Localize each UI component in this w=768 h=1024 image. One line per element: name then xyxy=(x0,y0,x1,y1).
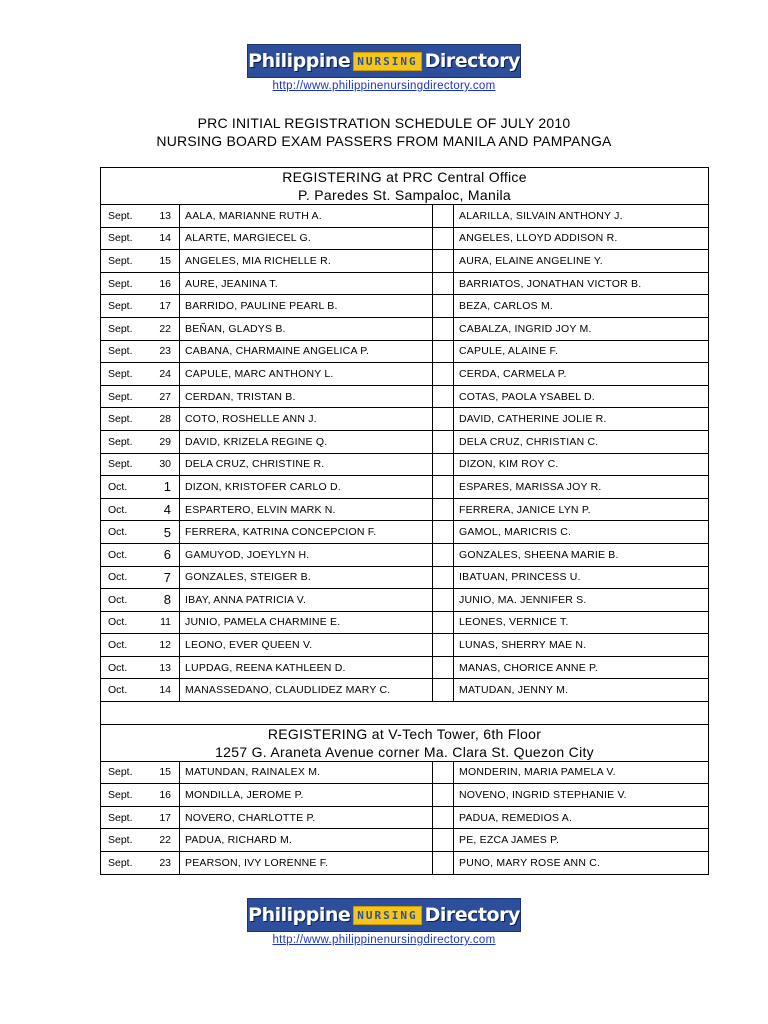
name-second-column: AURA, ELAINE ANGELINE Y. xyxy=(454,250,709,273)
date-day: 16 xyxy=(151,272,180,295)
column-spacer xyxy=(433,611,454,634)
header-logo-block xyxy=(0,44,768,92)
name-first-column: IBAY, ANNA PATRICIA V. xyxy=(180,589,433,612)
date-day: 16 xyxy=(151,784,180,807)
table-row xyxy=(101,852,709,875)
date-day: 13 xyxy=(151,656,180,679)
column-spacer xyxy=(433,784,454,807)
column-spacer xyxy=(433,476,454,499)
name-first-column: MONDILLA, JEROME P. xyxy=(180,784,433,807)
date-month: Sept. xyxy=(101,205,151,228)
name-second-column: PE, EZCA JAMES P. xyxy=(454,829,709,852)
name-second-column: IBATUAN, PRINCESS U. xyxy=(454,566,709,589)
table-row xyxy=(101,363,709,386)
date-month: Sept. xyxy=(101,453,151,476)
table-row xyxy=(101,589,709,612)
column-spacer xyxy=(433,272,454,295)
name-first-column: BEÑAN, GLADYS B. xyxy=(180,317,433,340)
column-spacer xyxy=(433,250,454,273)
name-first-column: BARRIDO, PAULINE PEARL B. xyxy=(180,295,433,318)
document-subtitle: NURSING BOARD EXAM PASSERS FROM MANILA AND PAMPANGA xyxy=(156,133,612,149)
name-second-column: BEZA, CARLOS M. xyxy=(454,295,709,318)
table-row xyxy=(101,679,709,702)
column-spacer xyxy=(433,363,454,386)
site-logo-footer[interactable] xyxy=(247,898,521,932)
name-second-column: DIZON, KIM ROY C. xyxy=(454,453,709,476)
name-second-column: COTAS, PAOLA YSABEL D. xyxy=(454,385,709,408)
date-day: 5 xyxy=(151,521,180,544)
table-row xyxy=(101,408,709,431)
site-url-link[interactable]: http://www.philippinenursingdirectory.com xyxy=(272,80,496,92)
date-day: 12 xyxy=(151,634,180,657)
name-second-column: ALARILLA, SILVAIN ANTHONY J. xyxy=(454,205,709,228)
date-month: Oct. xyxy=(101,611,151,634)
date-day: 6 xyxy=(151,543,180,566)
spacer-cell xyxy=(101,702,709,725)
table-row xyxy=(101,295,709,318)
table-row xyxy=(101,205,709,228)
date-day: 7 xyxy=(151,566,180,589)
name-second-column: NOVENO, INGRID STEPHANIE V. xyxy=(454,784,709,807)
column-spacer xyxy=(433,430,454,453)
table-row xyxy=(101,521,709,544)
footer-logo-block xyxy=(0,898,768,946)
section-header xyxy=(101,724,709,761)
date-month: Sept. xyxy=(101,272,151,295)
column-spacer xyxy=(433,656,454,679)
column-spacer xyxy=(433,543,454,566)
section-location-name: REGISTERING at PRC Central Office xyxy=(282,169,527,185)
name-second-column: MANAS, CHORICE ANNE P. xyxy=(454,656,709,679)
date-day: 29 xyxy=(151,430,180,453)
date-day: 15 xyxy=(151,250,180,273)
name-second-column: DAVID, CATHERINE JOLIE R. xyxy=(454,408,709,431)
name-first-column: CABANA, CHARMAINE ANGELICA P. xyxy=(180,340,433,363)
name-first-column: PEARSON, IVY LORENNE F. xyxy=(180,852,433,875)
table-row xyxy=(101,784,709,807)
date-day: 22 xyxy=(151,829,180,852)
table-row xyxy=(101,476,709,499)
column-spacer xyxy=(433,589,454,612)
name-second-column: LEONES, VERNICE T. xyxy=(454,611,709,634)
name-first-column: PADUA, RICHARD M. xyxy=(180,829,433,852)
name-second-column: PUNO, MARY ROSE ANN C. xyxy=(454,852,709,875)
name-second-column: FERRERA, JANICE LYN P. xyxy=(454,498,709,521)
date-day: 15 xyxy=(151,761,180,784)
date-day: 17 xyxy=(151,806,180,829)
table-row xyxy=(101,385,709,408)
name-second-column: ANGELES, LLOYD ADDISON R. xyxy=(454,227,709,250)
date-month: Sept. xyxy=(101,250,151,273)
name-first-column: GONZALES, STEIGER B. xyxy=(180,566,433,589)
column-spacer xyxy=(433,761,454,784)
logo-word-nursing: NURSING xyxy=(353,52,421,71)
logo-word-philippine: Philippine xyxy=(248,50,351,72)
table-row xyxy=(101,829,709,852)
date-month: Sept. xyxy=(101,852,151,875)
date-month: Oct. xyxy=(101,679,151,702)
date-day: 22 xyxy=(151,317,180,340)
date-day: 23 xyxy=(151,340,180,363)
date-month: Sept. xyxy=(101,761,151,784)
date-day: 24 xyxy=(151,363,180,386)
section-location-name: REGISTERING at V-Tech Tower, 6th Floor xyxy=(267,725,542,742)
date-day: 17 xyxy=(151,295,180,318)
date-day: 23 xyxy=(151,852,180,875)
spacer-row xyxy=(101,702,709,725)
name-first-column: DIZON, KRISTOFER CARLO D. xyxy=(180,476,433,499)
column-spacer xyxy=(433,317,454,340)
column-spacer xyxy=(433,205,454,228)
column-spacer xyxy=(433,498,454,521)
section-header-cell xyxy=(101,724,709,761)
date-month: Oct. xyxy=(101,521,151,544)
table-row xyxy=(101,272,709,295)
column-spacer xyxy=(433,852,454,875)
name-second-column: GONZALES, SHEENA MARIE B. xyxy=(454,543,709,566)
date-day: 1 xyxy=(151,476,180,499)
name-first-column: NOVERO, CHARLOTTE P. xyxy=(180,806,433,829)
date-day: 28 xyxy=(151,408,180,431)
date-month: Sept. xyxy=(101,784,151,807)
column-spacer xyxy=(433,679,454,702)
logo-word-philippine: Philippine xyxy=(248,904,351,926)
table-row xyxy=(101,656,709,679)
name-second-column: CAPULE, ALAINE F. xyxy=(454,340,709,363)
name-first-column: AALA, MARIANNE RUTH A. xyxy=(180,205,433,228)
table-row xyxy=(101,611,709,634)
date-day: 11 xyxy=(151,611,180,634)
name-first-column: CAPULE, MARC ANTHONY L. xyxy=(180,363,433,386)
name-second-column: GAMOL, MARICRIS C. xyxy=(454,521,709,544)
date-day: 30 xyxy=(151,453,180,476)
name-second-column: JUNIO, MA. JENNIFER S. xyxy=(454,589,709,612)
section-location-address: P. Paredes St. Sampaloc, Manila xyxy=(298,187,511,203)
name-second-column: PADUA, REMEDIOS A. xyxy=(454,806,709,829)
column-spacer xyxy=(433,340,454,363)
date-month: Oct. xyxy=(101,498,151,521)
name-second-column: DELA CRUZ, CHRISTIAN C. xyxy=(454,430,709,453)
name-first-column: FERRERA, KATRINA CONCEPCION F. xyxy=(180,521,433,544)
column-spacer xyxy=(433,566,454,589)
date-month: Sept. xyxy=(101,806,151,829)
date-month: Sept. xyxy=(101,295,151,318)
section-header-cell xyxy=(101,168,709,205)
date-month: Oct. xyxy=(101,589,151,612)
document-title: PRC INITIAL REGISTRATION SCHEDULE OF JULY 2010 xyxy=(197,115,571,131)
name-first-column: GAMUYOD, JOEYLYN H. xyxy=(180,543,433,566)
date-month: Oct. xyxy=(101,476,151,499)
name-second-column: MATUDAN, JENNY M. xyxy=(454,679,709,702)
section-header xyxy=(101,168,709,205)
column-spacer xyxy=(433,453,454,476)
column-spacer xyxy=(433,521,454,544)
table-row xyxy=(101,317,709,340)
logo-word-directory: Directory xyxy=(424,50,520,72)
name-second-column: CABALZA, INGRID JOY M. xyxy=(454,317,709,340)
date-month: Sept. xyxy=(101,227,151,250)
date-month: Oct. xyxy=(101,566,151,589)
name-second-column: LUNAS, SHERRY MAE N. xyxy=(454,634,709,657)
name-first-column: ANGELES, MIA RICHELLE R. xyxy=(180,250,433,273)
table-row xyxy=(101,430,709,453)
column-spacer xyxy=(433,408,454,431)
table-row xyxy=(101,340,709,363)
name-first-column: AURE, JEANINA T. xyxy=(180,272,433,295)
site-url-link-footer[interactable]: http://www.philippinenursingdirectory.com xyxy=(272,934,496,946)
name-second-column: BARRIATOS, JONATHAN VICTOR B. xyxy=(454,272,709,295)
name-second-column: MONDERIN, MARIA PAMELA V. xyxy=(454,761,709,784)
column-spacer xyxy=(433,806,454,829)
logo-word-nursing: NURSING xyxy=(353,906,421,925)
schedule-table xyxy=(100,167,709,875)
name-first-column: CERDAN, TRISTAN B. xyxy=(180,385,433,408)
date-month: Sept. xyxy=(101,430,151,453)
date-day: 14 xyxy=(151,227,180,250)
date-day: 13 xyxy=(151,205,180,228)
table-row xyxy=(101,543,709,566)
date-month: Sept. xyxy=(101,317,151,340)
name-first-column: MATUNDAN, RAINALEX M. xyxy=(180,761,433,784)
name-first-column: LEONO, EVER QUEEN V. xyxy=(180,634,433,657)
name-first-column: MANASSEDANO, CLAUDLIDEZ MARY C. xyxy=(180,679,433,702)
date-month: Sept. xyxy=(101,408,151,431)
date-month: Sept. xyxy=(101,363,151,386)
table-row xyxy=(101,634,709,657)
name-first-column: JUNIO, PAMELA CHARMINE E. xyxy=(180,611,433,634)
table-row xyxy=(101,566,709,589)
name-first-column: DAVID, KRIZELA REGINE Q. xyxy=(180,430,433,453)
column-spacer xyxy=(433,634,454,657)
date-day: 27 xyxy=(151,385,180,408)
name-first-column: LUPDAG, REENA KATHLEEN D. xyxy=(180,656,433,679)
column-spacer xyxy=(433,227,454,250)
column-spacer xyxy=(433,829,454,852)
name-first-column: ESPARTERO, ELVIN MARK N. xyxy=(180,498,433,521)
table-row xyxy=(101,250,709,273)
name-first-column: COTO, ROSHELLE ANN J. xyxy=(180,408,433,431)
table-row xyxy=(101,761,709,784)
table-row xyxy=(101,453,709,476)
date-day: 4 xyxy=(151,498,180,521)
section-location-address: 1257 G. Araneta Avenue corner Ma. Clara St. Quezon City xyxy=(215,743,594,760)
name-second-column: ESPARES, MARISSA JOY R. xyxy=(454,476,709,499)
date-day: 14 xyxy=(151,679,180,702)
date-day: 8 xyxy=(151,589,180,612)
name-first-column: ALARTE, MARGIECEL G. xyxy=(180,227,433,250)
name-second-column: CERDA, CARMELA P. xyxy=(454,363,709,386)
table-row xyxy=(101,227,709,250)
date-month: Sept. xyxy=(101,385,151,408)
table-row xyxy=(101,498,709,521)
site-logo[interactable] xyxy=(247,44,521,78)
column-spacer xyxy=(433,295,454,318)
date-month: Oct. xyxy=(101,656,151,679)
name-first-column: DELA CRUZ, CHRISTINE R. xyxy=(180,453,433,476)
date-month: Oct. xyxy=(101,543,151,566)
date-month: Oct. xyxy=(101,634,151,657)
date-month: Sept. xyxy=(101,340,151,363)
table-row xyxy=(101,806,709,829)
column-spacer xyxy=(433,385,454,408)
logo-word-directory: Directory xyxy=(424,904,520,926)
date-month: Sept. xyxy=(101,829,151,852)
